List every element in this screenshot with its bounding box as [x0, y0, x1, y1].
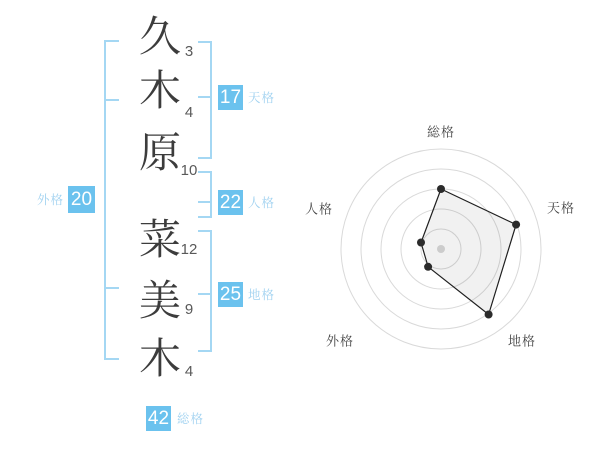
radar-data-point	[424, 263, 432, 271]
name-character: 菜	[138, 216, 181, 263]
radar-data-polygon	[421, 189, 516, 315]
bracket-tick	[198, 96, 212, 98]
tenkaku-bracket	[210, 41, 212, 159]
radar-axis-label: 外格	[325, 333, 355, 349]
radar-data-point	[417, 239, 425, 247]
stroke-count: 4	[184, 363, 194, 380]
bracket-tick	[198, 41, 212, 43]
kaku-radar-chart	[291, 99, 591, 399]
jinkaku-value-badge: 22	[219, 192, 242, 213]
radar-data-point	[485, 311, 493, 319]
name-character: 美	[138, 277, 181, 324]
bracket-tick	[104, 99, 119, 101]
gaikaku-bracket	[104, 40, 106, 360]
bracket-tick	[198, 171, 212, 173]
bracket-tick	[198, 230, 212, 232]
stroke-count: 3	[184, 43, 194, 60]
radar-center-dot	[437, 245, 445, 253]
jinkaku-bracket	[210, 171, 212, 218]
soukaku-value-badge: 42	[147, 408, 170, 429]
bracket-tick	[198, 201, 212, 203]
name-character: 原	[138, 129, 181, 176]
radar-data-point	[512, 221, 520, 229]
chikaku-bracket	[210, 230, 212, 352]
bracket-tick	[198, 350, 212, 352]
radar-axis-label: 人格	[304, 201, 334, 217]
name-character: 木	[138, 335, 181, 382]
chikaku-label: 地格	[248, 288, 276, 302]
gaikaku-label: 外格	[36, 193, 64, 207]
bracket-tick	[198, 216, 212, 218]
gaikaku-value-badge: 20	[68, 186, 95, 213]
radar-chart-svg	[291, 99, 591, 399]
name-character: 久	[138, 13, 181, 60]
bracket-tick	[198, 293, 212, 295]
bracket-tick	[104, 358, 119, 360]
stroke-count: 12	[180, 241, 198, 258]
jinkaku-label: 人格	[248, 196, 276, 210]
radar-axis-label: 天格	[546, 200, 576, 216]
chikaku-value-badge: 25	[219, 284, 242, 305]
radar-axis-label: 地格	[507, 333, 537, 349]
name-character: 木	[138, 67, 181, 114]
stroke-count: 9	[184, 301, 194, 318]
stroke-count: 10	[180, 162, 198, 179]
bracket-tick	[104, 287, 119, 289]
tenkaku-value-badge: 17	[219, 87, 242, 108]
soukaku-label: 総格	[177, 412, 205, 426]
radar-axis-label: 総格	[426, 124, 456, 140]
bracket-tick	[198, 157, 212, 159]
radar-data-point	[437, 185, 445, 193]
bracket-tick	[104, 40, 119, 42]
tenkaku-label: 天格	[248, 91, 276, 105]
stroke-count: 4	[184, 104, 194, 121]
